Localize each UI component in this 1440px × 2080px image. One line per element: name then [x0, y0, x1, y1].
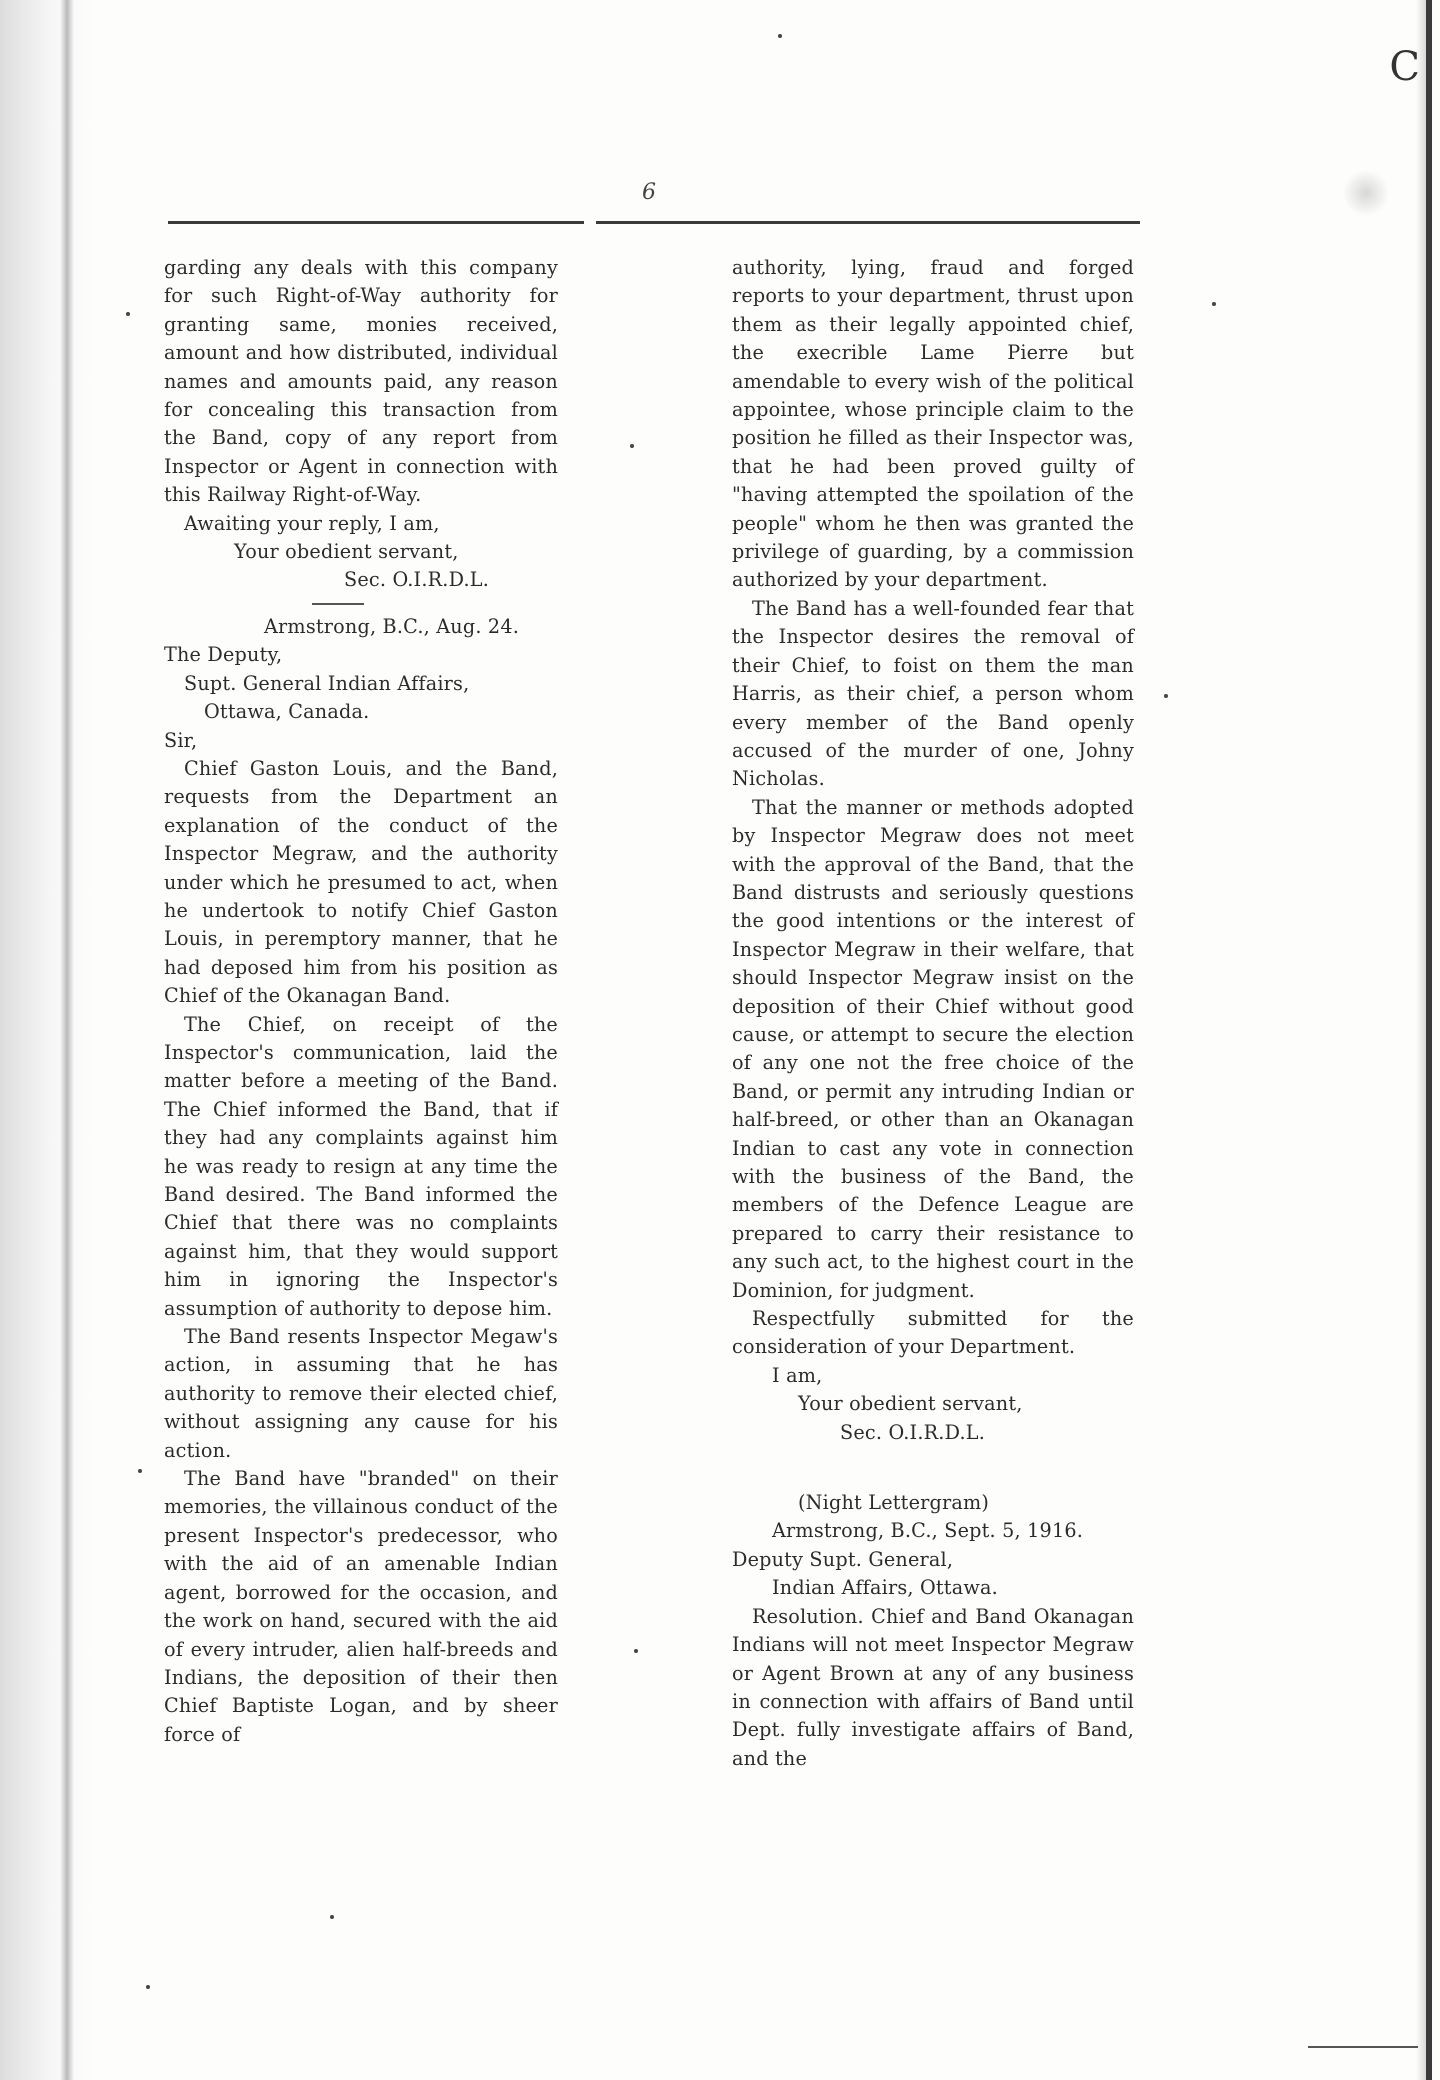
dateline: Armstrong, B.C., Aug. 24. [264, 614, 520, 638]
page-edge [1426, 0, 1432, 2080]
paragraph: authority, lying, fraud and forged reports to your department, thrust upon them as their legally appointed chief, the execrible Lame Pierre but amendable to every wish of the political appointee, whose principle claim to the position he filled as their Inspector was, that he had been proved guilty of "having attempted the spoilation of the people" whom he then was granted the privilege of guarding, by a commission authorized by your department. [732, 256, 1134, 592]
paragraph: Respectfully submitted for the consideration of your Department. [732, 1307, 1134, 1359]
header-rule-right [596, 221, 1140, 224]
corner-mark: C [1389, 44, 1420, 90]
ink-speck [138, 1469, 142, 1473]
paragraph: The Band have "branded" on their memories, the villainous conduct of the present Inspector's predecessor, who with the aid of an amenable Indian agent, borrowed for the occasion, and the work on hand, secured with the aid of every intruder, alien half-breeds and Indians, the deposition of their then Chief Baptiste Logan, and by sheer force of [164, 1467, 558, 1746]
ink-speck [1212, 302, 1216, 306]
ink-speck [146, 1985, 150, 1989]
paragraph: garding any deals with this company for such Right-of-Way authority for granting same, monies received, amount and how distributed, individual names and amounts paid, any reason for concealing this transaction from the Band, copy of any report from Inspector or Agent in connection with this Railway Right-of-Way. [164, 256, 558, 507]
address-line: The Deputy, [164, 643, 283, 667]
ink-smudge [1344, 168, 1388, 218]
paragraph: Resolution. Chief and Band Okanagan Indians will not meet Inspector Megraw or Agent Brown at any of any business in connection with affairs of Band until Dept. fully investigate affairs of Band, and the [732, 1604, 1134, 1770]
paragraph: The Band resents Inspector Megaw's action, in assuming that he has authority to remove their elected chief, without assigning any cause for his action. [164, 1325, 558, 1462]
page-edge-shade [1416, 0, 1426, 2080]
ink-speck [634, 1649, 638, 1653]
address-line: Deputy Supt. General, [732, 1547, 954, 1571]
paragraph: That the manner or methods adopted by Inspector Megraw does not meet with the approval of the Band, that the Band distrusts and seriously questions the good intentions or the interest of Inspector Megraw in their welfare, that should Inspector Megraw insist on the deposition of their Chief without good cause, or attempt to secure the election of any one not the free choice of the Band, or permit any intruding Indian or half-breed, or other than an Okanagan Indian to cast any vote in connection with the business of the Band, the members of the Defence League are prepared to carry their resistance to any such act, to the highest court in the Dominion, for judgment. [732, 795, 1134, 1302]
left-column [164, 254, 558, 1749]
paragraph: The Band has a well-founded fear that the Inspector desires the removal of their Chief, to foist on them the man Harris, as their chief, a person whom every member of the Band openly accused of the murder of one, Johny Nicholas. [732, 596, 1134, 791]
address-line: Ottawa, Canada. [204, 700, 370, 724]
ink-speck [1164, 694, 1168, 698]
telegram-title: (Night Lettergram) [798, 1491, 990, 1515]
binding-shadow [0, 0, 92, 2080]
signature: Sec. O.I.R.D.L. [344, 568, 490, 592]
closing-line: Your obedient servant, [798, 1392, 1023, 1416]
closing-line: Awaiting your reply, I am, [184, 511, 440, 535]
spacer [732, 1447, 1134, 1489]
salutation: Sir, [164, 728, 198, 752]
ink-speck [126, 312, 130, 316]
right-column [732, 254, 1134, 1773]
signature: Sec. O.I.R.D.L. [840, 1420, 986, 1444]
header-rule-left [168, 221, 584, 224]
bottom-edge-line [1308, 2046, 1418, 2048]
closing-line: Your obedient servant, [234, 540, 459, 564]
ink-speck [330, 1915, 334, 1919]
ink-speck [630, 444, 634, 448]
paragraph: Chief Gaston Louis, and the Band, requests from the Department an explanation of the conduct of the Inspector Megraw, and the authority under which he presumed to act, when he undertook to notify Chief Gaston Louis, in peremptory manner, that he had deposed him from his position as Chief of the Okanagan Band. [164, 756, 558, 1008]
separator-rule [312, 603, 364, 605]
ink-speck [778, 34, 782, 38]
page-number: 6 [642, 180, 656, 205]
paragraph: The Chief, on receipt of the Inspector's communication, laid the matter before a meeting of the Band. The Chief informed the Band, that if they had any complaints against him he was ready to resign at any time the Band desired. The Band informed the Chief that there was no complaints against him, that they would support him in ignoring the Inspector's assumption of authority to depose him. [164, 1012, 558, 1320]
address-line: Supt. General Indian Affairs, [184, 671, 470, 695]
address-line: Indian Affairs, Ottawa. [772, 1576, 998, 1600]
binding-crease [60, 0, 74, 2080]
closing-line: I am, [772, 1363, 823, 1387]
dateline: Armstrong, B.C., Sept. 5, 1916. [772, 1519, 1084, 1543]
